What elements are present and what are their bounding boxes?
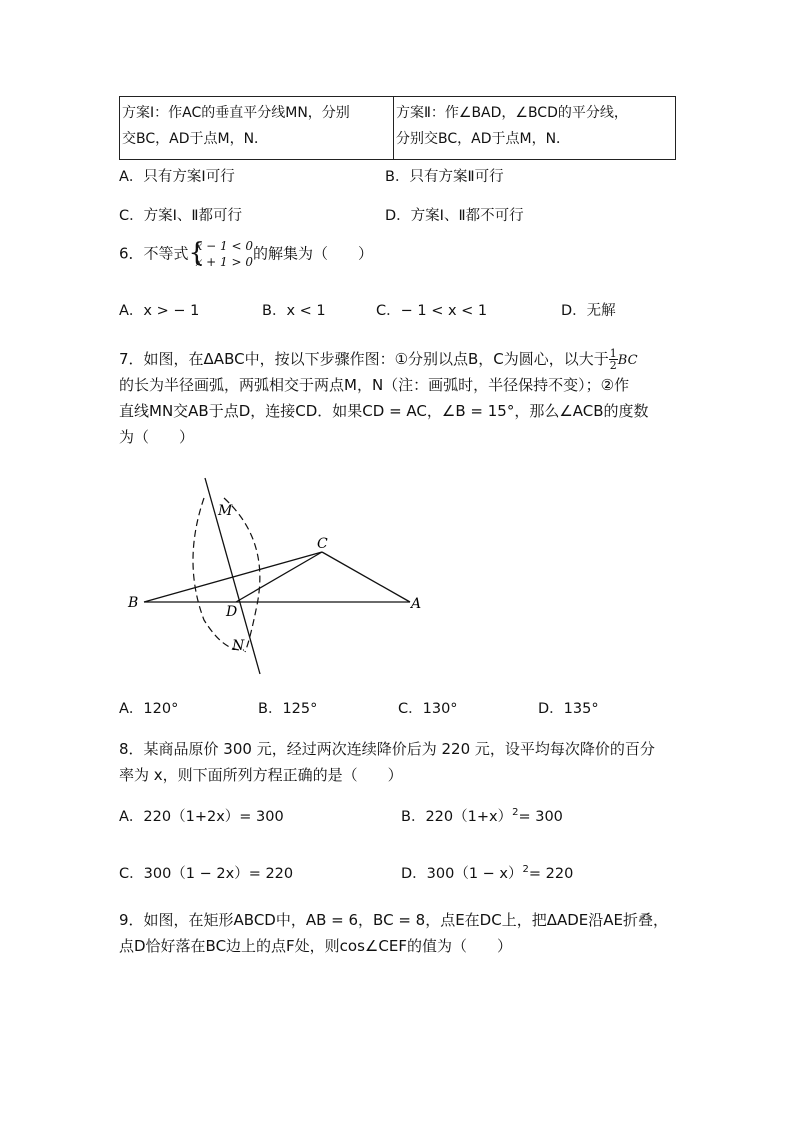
q8-option-d-rhs: = 220 xyxy=(528,866,574,882)
q6-option-b: B．x < 1 xyxy=(262,303,326,319)
q8-line-1: 8．某商品原价 300 元，经过两次连续降价后为 220 元，设平均每次降价的百分 xyxy=(119,740,655,758)
q7-option-b: B．125° xyxy=(258,701,318,717)
q7-line-4: 为（ ） xyxy=(119,428,195,446)
plan-1-cell xyxy=(120,97,394,160)
q6-inequality-1: x − 1 < 0 xyxy=(195,239,253,253)
label-b: B xyxy=(128,595,139,611)
q9-line-2: 点D恰好落在BC边上的点F处，则cos∠CEF的值为（ ） xyxy=(119,937,512,955)
q7-option-a: A．120° xyxy=(119,701,179,717)
label-n: N xyxy=(232,638,245,654)
segment-ca xyxy=(322,552,410,602)
q9-line-1: 9．如图，在矩形ABCD中，AB = 6，BC = 8，点E在DC上，把ΔADE沿AE折叠， xyxy=(119,911,668,929)
q8-option-d xyxy=(401,862,573,883)
q7-line-2: 的长为半径画弧，两弧相交于两点M，N（注：画弧时，半径保持不变）；②作 xyxy=(119,376,630,394)
fraction-denominator: 2 xyxy=(609,359,617,372)
q8-option-d-base: D．300（1 − x） xyxy=(401,866,523,882)
q6-question xyxy=(119,238,373,270)
q8-option-b-exponent: 2 xyxy=(512,807,519,818)
fraction-numerator: 1 xyxy=(609,347,617,360)
q5-option-b: B．只有方案Ⅱ可行 xyxy=(385,169,504,185)
q7-line-3: 直线MN交AB于点D，连接CD．如果CD = AC，∠B = 15°，那么∠ACB的度数 xyxy=(119,402,649,420)
inequality-system xyxy=(189,238,253,270)
q7-line-1-text: 7．如图，在ΔABC中，按以下步骤作图：①分别以点B，C为圆心，以大于 xyxy=(119,350,609,368)
label-d: D xyxy=(226,604,238,620)
plan-1-line-2: 交BC，AD于点M，N． xyxy=(122,131,269,147)
q7-triangle-figure xyxy=(120,470,440,680)
q6-inequality-2: x + 1 > 0 xyxy=(195,255,253,269)
label-a: A xyxy=(411,596,422,612)
q8-option-b xyxy=(401,805,563,826)
q7-option-d: D．135° xyxy=(538,701,599,717)
q5-option-a: A．只有方案Ⅰ可行 xyxy=(119,169,235,185)
q6-suffix: 的解集为（ ） xyxy=(252,244,373,263)
q8-option-b-rhs: = 300 xyxy=(518,809,563,825)
brace-icon: { xyxy=(188,238,206,268)
arc-from-c xyxy=(193,498,244,650)
q5-option-c: C．方案Ⅰ、Ⅱ都可行 xyxy=(119,208,243,224)
plans-table xyxy=(119,96,676,160)
q6-option-d: D．无解 xyxy=(561,303,616,319)
plan-2-line-2: 分别交BC，AD于点M，N． xyxy=(396,131,571,147)
q8-option-c: C．300（1 − 2x）= 220 xyxy=(119,866,294,882)
q5-option-d: D．方案Ⅰ、Ⅱ都不可行 xyxy=(385,208,524,224)
plan-2-line-1: 方案Ⅱ：作∠BAD，∠BCD的平分线， xyxy=(396,105,628,121)
plan-1-line-1: 方案Ⅰ：作AC的垂直平分线MN，分别 xyxy=(122,105,350,121)
fraction-half xyxy=(609,348,618,371)
label-m: M xyxy=(218,503,233,519)
label-c: C xyxy=(317,536,328,552)
q8-option-b-base: B．220（1+x） xyxy=(401,809,513,825)
plan-2-cell xyxy=(394,97,676,160)
q7-option-c: C．130° xyxy=(398,701,458,717)
q8-line-2: 率为 x，则下面所列方程正确的是（ ） xyxy=(119,766,403,784)
segment-cd xyxy=(236,552,322,602)
q8-option-d-exponent: 2 xyxy=(522,864,529,875)
q8-option-a: A．220（1+2x）= 300 xyxy=(119,809,284,825)
q7-line-1 xyxy=(119,346,638,374)
fraction-tail: BC xyxy=(617,353,638,368)
q6-option-a: A．x > − 1 xyxy=(119,303,200,319)
q6-prefix: 6．不等式 xyxy=(119,244,189,263)
q6-option-c: C．− 1 < x < 1 xyxy=(376,303,488,319)
